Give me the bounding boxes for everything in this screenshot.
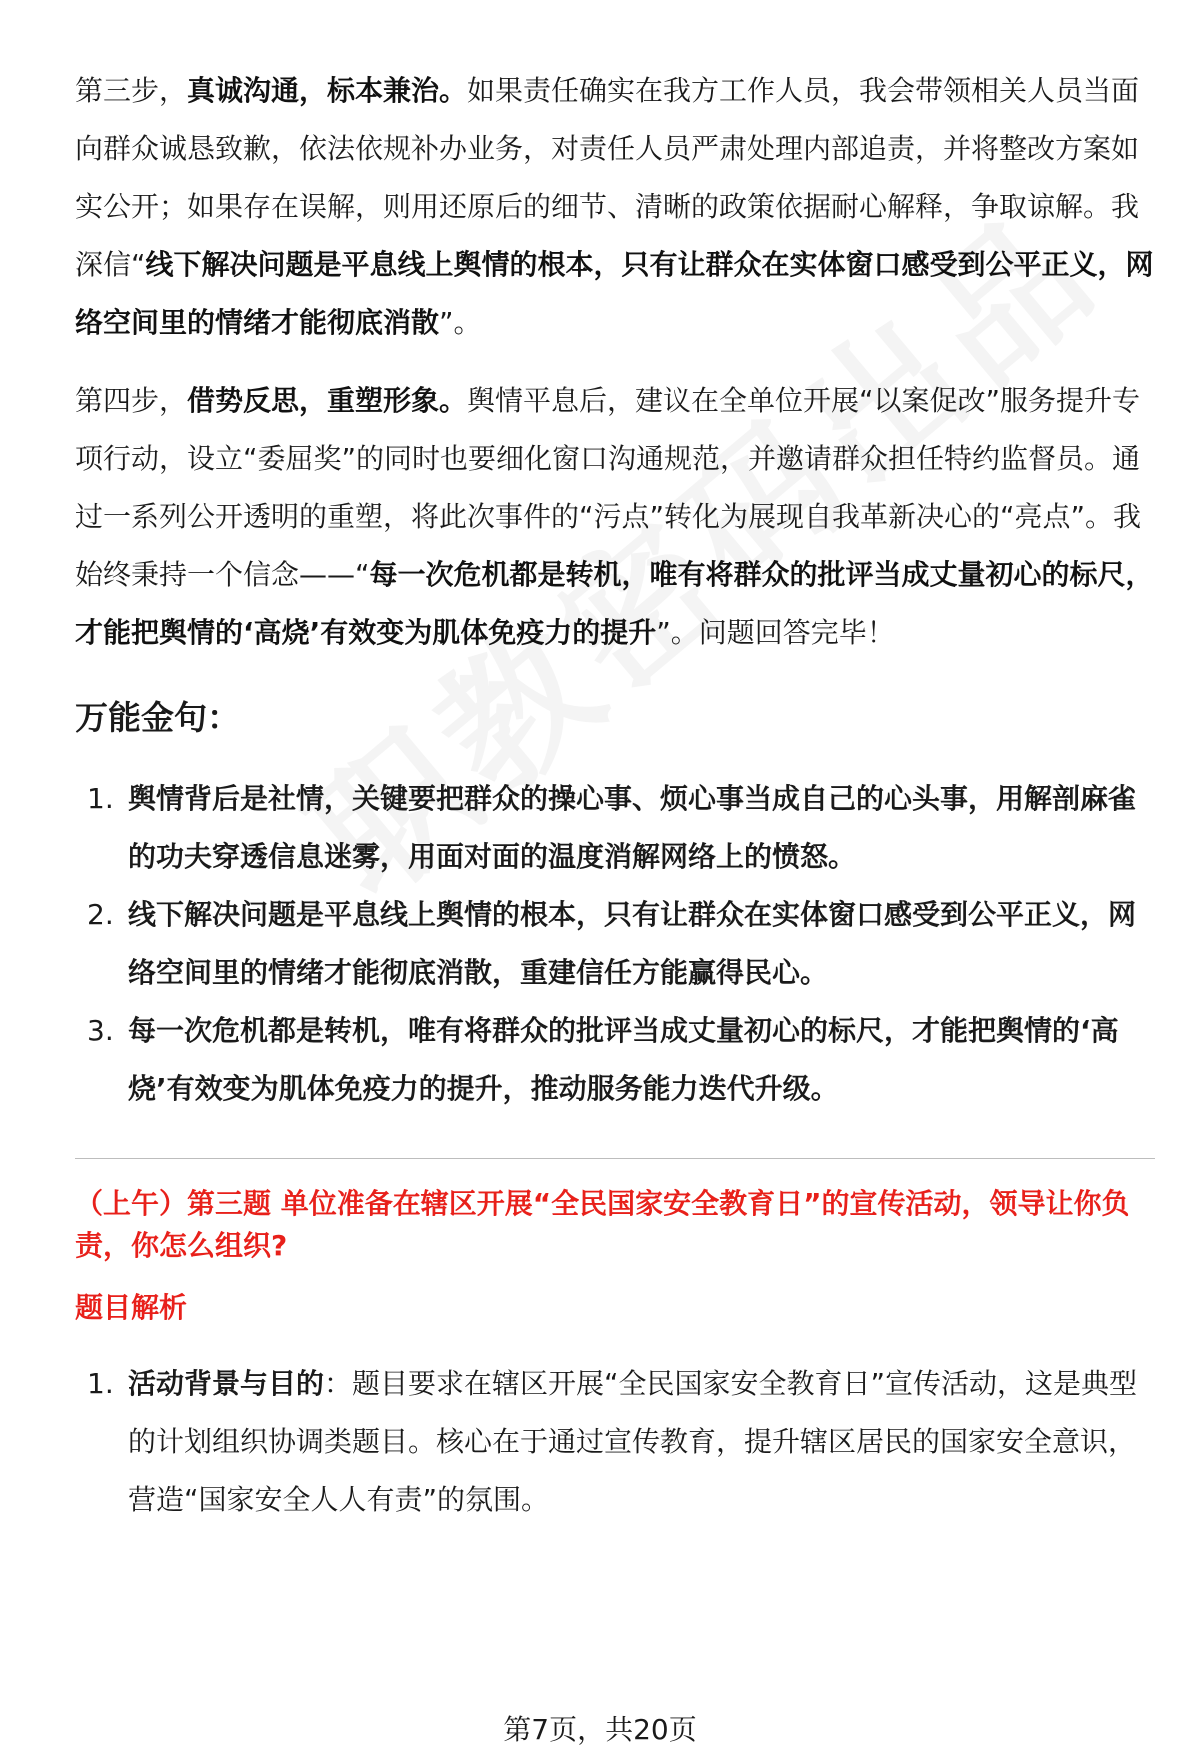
- analysis-item-text: ：题目要求在辖区开展“全民国家安全教育日”宣传活动，这是典型的计划组织协调类题目。核心在于通过宣传教育，提升辖区居民的国家安全意识，营造“国家安全人人有责”的氛围。: [128, 1367, 1138, 1516]
- step3-body: 如果责任确实在我方工作人员，我会带领相关人员当面向群众诚恳致歉，依法依规补办业务，对责任人员严肃处理内部追责，并将整改方案如实公开；如果存在误解，则用还原后的细节、清晰的政策依据耐心解释，争取谅解。我深信“: [75, 74, 1140, 281]
- golden-sentences-list: [75, 770, 1155, 1118]
- list-item: [75, 1002, 1155, 1118]
- step4-body: 舆情平息后，建议在全单位开展“以案促改”服务提升专项行动，设立“委屈奖”的同时也要细化窗口沟通规范，并邀请群众担任特约监督员。通过一系列公开透明的重塑，将此次事件的“污点”转化为展现自我革新决心的“亮点”。我始终秉持一个信念——“: [75, 384, 1142, 591]
- list-number: 3.: [87, 1014, 114, 1047]
- list-item-text: 每一次危机都是转机，唯有将群众的批评当成丈量初心的标尺，才能把舆情的‘高烧’有效变为肌体免疫力的提升，推动服务能力迭代升级。: [128, 1014, 1119, 1105]
- page-number: 第7页，共20页: [503, 1713, 697, 1746]
- list-number: 1.: [87, 782, 114, 815]
- list-item: [75, 770, 1155, 886]
- section-divider: [75, 1158, 1155, 1159]
- question-heading: （上午）第三题 单位准备在辖区开展“全民国家安全教育日”的宣传活动，领导让你负责，你怎么组织?: [75, 1187, 1130, 1262]
- list-item-text: 线下解决问题是平息线上舆情的根本，只有让群众在实体窗口感受到公平正义，网络空间里的情绪才能彻底消散，重建信任方能赢得民心。: [128, 898, 1137, 989]
- golden-sentences-title: 万能金句：: [75, 698, 240, 737]
- step3-paragraph: [75, 62, 1155, 352]
- step3-lead: 第三步，: [75, 74, 188, 107]
- step4-heading: 借势反思，重塑形象。: [187, 384, 468, 417]
- list-item: [75, 886, 1155, 1002]
- step4-paragraph: [75, 372, 1155, 662]
- list-item: [75, 1355, 1155, 1529]
- list-number: 2.: [87, 898, 114, 931]
- step4-quote: 每一次危机都是转机，唯有将群众的批评当成丈量初心的标尺，才能把舆情的‘高烧’有效变为肌体免疫力的提升: [75, 558, 1154, 649]
- list-number: 1.: [87, 1367, 114, 1400]
- step4-lead: 第四步，: [75, 384, 188, 417]
- document-page: [75, 62, 1155, 1529]
- analysis-list: [75, 1355, 1155, 1529]
- analysis-item-label: 活动背景与目的: [128, 1367, 325, 1400]
- step3-quote: 线下解决问题是平息线上舆情的根本，只有让群众在实体窗口感受到公平正义，网络空间里的情绪才能彻底消散: [75, 248, 1154, 339]
- list-item-text: 舆情背后是社情，关键要把群众的操心事、烦心事当成自己的心头事，用解剖麻雀的功夫穿透信息迷雾，用面对面的温度消解网络上的愤怒。: [128, 782, 1137, 873]
- step3-tail: ”。: [439, 306, 482, 339]
- step4-tail: ”。问题回答完毕！: [656, 616, 895, 649]
- step3-heading: 真诚沟通，标本兼治。: [187, 74, 468, 107]
- analysis-title: 题目解析: [75, 1291, 188, 1324]
